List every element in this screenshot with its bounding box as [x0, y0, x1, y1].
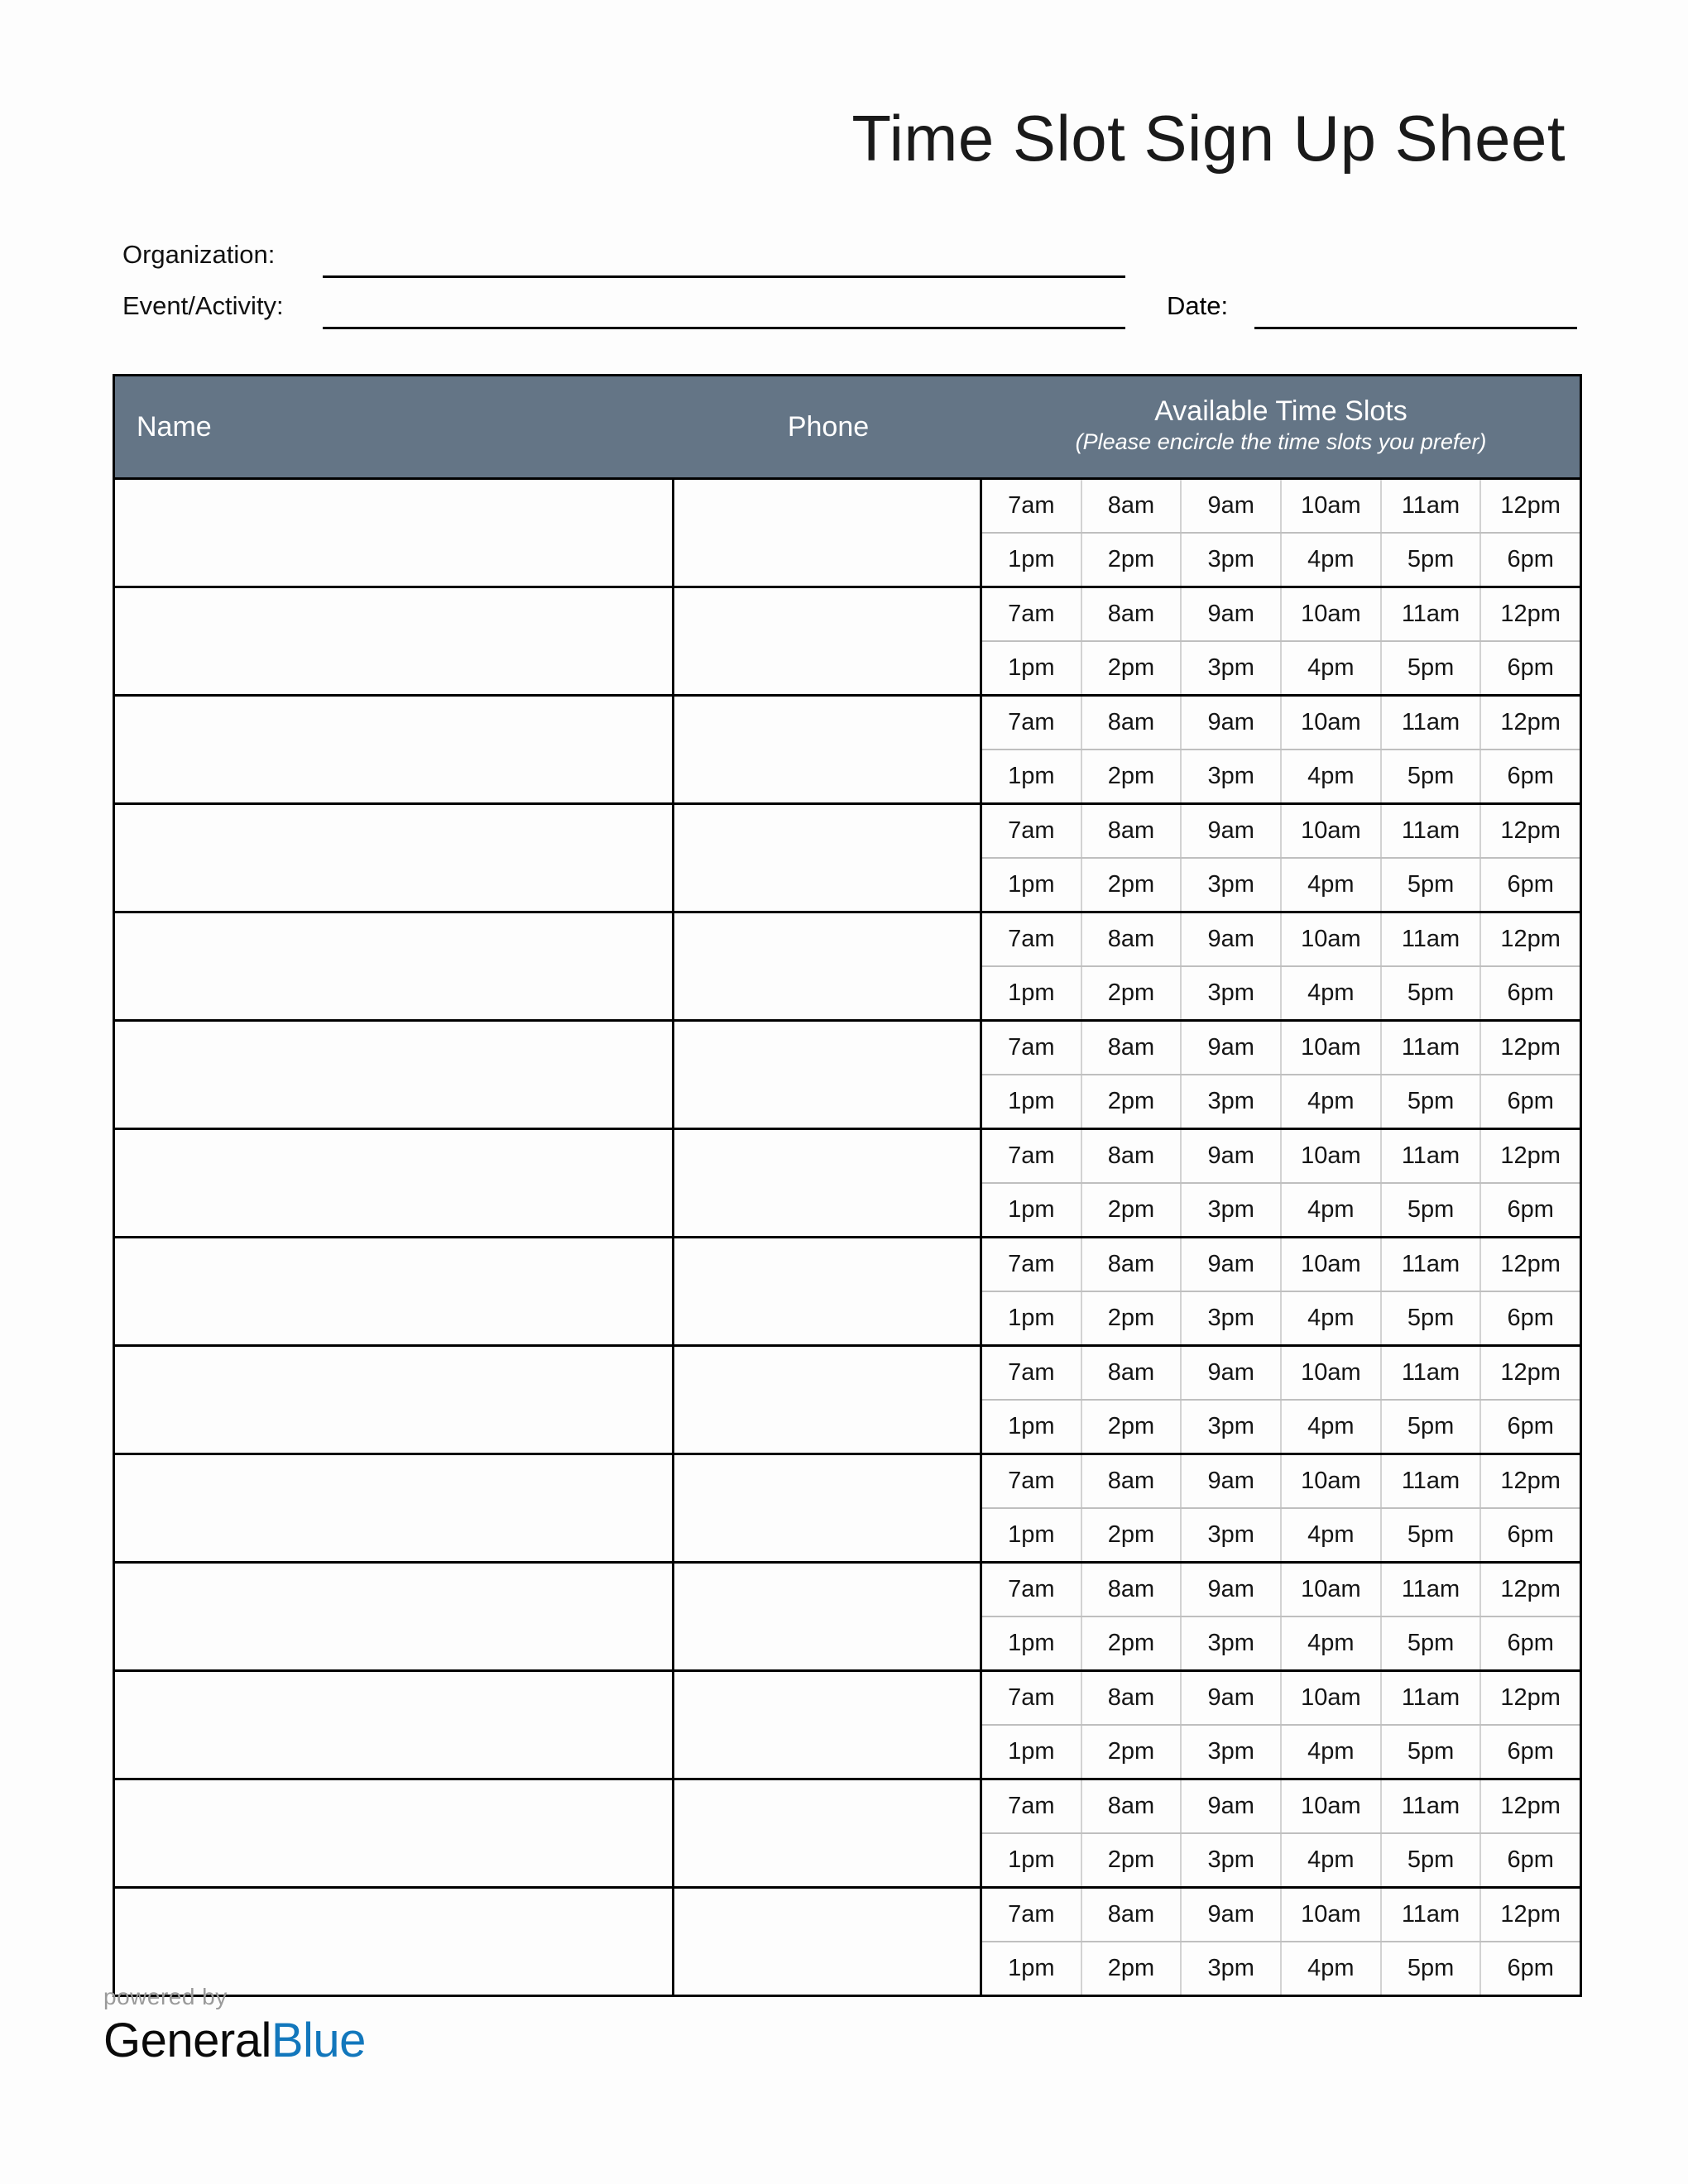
time-slot-option[interactable]: 7am [1008, 1034, 1055, 1061]
time-slot-line-afternoon [982, 1724, 1580, 1778]
time-slot-option[interactable]: 2pm [1081, 1075, 1181, 1128]
header-time-slots [982, 376, 1580, 477]
time-slot-option[interactable]: 10am [1280, 1130, 1380, 1182]
time-slots-cell [982, 1780, 1580, 1886]
time-slot-option[interactable]: 5pm [1380, 859, 1480, 911]
time-slot-option[interactable]: 11am [1380, 1022, 1480, 1074]
time-slot-option[interactable]: 12pm [1479, 913, 1580, 965]
phone-cell[interactable] [674, 1455, 982, 1561]
header-phone: Phone [787, 410, 870, 443]
time-slot-option[interactable]: 10am [1280, 1672, 1380, 1724]
brand-name [103, 2014, 366, 2067]
time-slot-option[interactable]: 6pm [1479, 642, 1580, 694]
name-cell[interactable] [115, 1130, 674, 1236]
time-slot-option[interactable]: 8am [1081, 1238, 1181, 1291]
name-cell[interactable] [115, 588, 674, 694]
time-slot-option[interactable]: 9am [1180, 805, 1280, 857]
time-slot-option[interactable]: 1pm [1008, 763, 1055, 789]
time-slots-cell [982, 1564, 1580, 1669]
time-slot-option[interactable]: 8am [1081, 1564, 1181, 1616]
time-slot-option[interactable]: 10am [1280, 913, 1380, 965]
phone-cell[interactable] [674, 588, 982, 694]
time-slot-option[interactable]: 12pm [1479, 1564, 1580, 1616]
time-slot-line-morning [982, 1889, 1580, 1941]
time-slot-option[interactable]: 9am [1180, 480, 1280, 532]
time-slot-line-morning [982, 480, 1580, 532]
time-slot-option[interactable]: 2pm [1081, 1617, 1181, 1669]
time-slot-option[interactable]: 5pm [1380, 1942, 1480, 1995]
time-slots-cell [982, 1672, 1580, 1778]
time-slot-option[interactable]: 9am [1180, 1130, 1280, 1182]
time-slot-option[interactable]: 6pm [1479, 1292, 1580, 1344]
table-row [115, 1778, 1580, 1886]
time-slot-option[interactable]: 8am [1081, 805, 1181, 857]
name-cell[interactable] [115, 480, 674, 586]
time-slot-option[interactable]: 1pm [1008, 1413, 1055, 1439]
time-slot-line-morning [982, 1238, 1580, 1291]
time-slot-option[interactable]: 3pm [1180, 534, 1280, 586]
time-slots-cell [982, 1022, 1580, 1128]
time-slot-option[interactable]: 4pm [1280, 1726, 1380, 1778]
time-slot-option[interactable]: 8am [1081, 1672, 1181, 1724]
time-slot-option[interactable]: 9am [1180, 1455, 1280, 1507]
name-cell[interactable] [115, 913, 674, 1019]
time-slot-line-morning [982, 588, 1580, 640]
name-cell[interactable] [115, 1455, 674, 1561]
time-slot-line-morning [982, 1130, 1580, 1182]
time-slot-option[interactable]: 11am [1380, 1238, 1480, 1291]
time-slot-line-afternoon [982, 1399, 1580, 1453]
time-slot-option[interactable]: 2pm [1081, 1942, 1181, 1995]
name-cell[interactable] [115, 805, 674, 911]
time-slot-option[interactable]: 9am [1180, 913, 1280, 965]
time-slot-option[interactable]: 9am [1180, 1672, 1280, 1724]
time-slot-option[interactable]: 4pm [1280, 1075, 1380, 1128]
time-slot-option[interactable]: 7am [1008, 1793, 1055, 1819]
time-slot-option[interactable]: 4pm [1280, 1509, 1380, 1561]
time-slot-line-afternoon [982, 532, 1580, 586]
table-row [115, 911, 1580, 1019]
time-slot-option[interactable]: 6pm [1479, 1075, 1580, 1128]
time-slot-option[interactable]: 1pm [1008, 1630, 1055, 1656]
time-slot-option[interactable]: 9am [1180, 1238, 1280, 1291]
time-slot-option[interactable]: 8am [1081, 1455, 1181, 1507]
time-slot-option[interactable]: 10am [1280, 1238, 1380, 1291]
time-slot-option[interactable]: 12pm [1479, 1130, 1580, 1182]
name-cell[interactable] [115, 1238, 674, 1344]
time-slot-line-morning [982, 1022, 1580, 1074]
time-slot-option[interactable]: 1pm [1008, 1955, 1055, 1981]
time-slot-line-morning [982, 1347, 1580, 1399]
form-fields [122, 233, 1579, 336]
time-slot-option[interactable]: 2pm [1081, 1184, 1181, 1236]
time-slot-option[interactable]: 8am [1081, 480, 1181, 532]
time-slot-option[interactable]: 3pm [1180, 1292, 1280, 1344]
time-slot-option[interactable]: 6pm [1479, 859, 1580, 911]
time-slot-option[interactable]: 2pm [1081, 1292, 1181, 1344]
phone-cell[interactable] [674, 1672, 982, 1778]
time-slot-option[interactable]: 2pm [1081, 967, 1181, 1019]
time-slot-option[interactable]: 10am [1280, 480, 1380, 532]
time-slot-option[interactable]: 7am [1008, 601, 1055, 627]
time-slot-option[interactable]: 1pm [1008, 1521, 1055, 1548]
time-slot-option[interactable]: 1pm [1008, 1738, 1055, 1765]
header-name: Name [137, 410, 212, 443]
time-slot-option[interactable]: 8am [1081, 1022, 1181, 1074]
time-slot-option[interactable]: 5pm [1380, 642, 1480, 694]
date-input-line[interactable] [1254, 327, 1577, 329]
time-slot-line-afternoon [982, 1507, 1580, 1561]
time-slot-option[interactable]: 3pm [1180, 1509, 1280, 1561]
brand-general-text: General [103, 2014, 271, 2067]
time-slot-line-afternoon [982, 1074, 1580, 1128]
time-slot-option[interactable]: 11am [1380, 588, 1480, 640]
time-slot-option[interactable]: 6pm [1479, 1834, 1580, 1886]
time-slot-option[interactable]: 7am [1008, 1901, 1055, 1928]
time-slot-option[interactable]: 3pm [1180, 642, 1280, 694]
brand-blue-text: Blue [271, 2014, 366, 2067]
time-slot-line-morning [982, 913, 1580, 965]
time-slot-option[interactable]: 11am [1380, 1455, 1480, 1507]
time-slot-option[interactable]: 7am [1008, 709, 1055, 735]
time-slot-option[interactable]: 7am [1008, 1142, 1055, 1169]
time-slot-option[interactable]: 5pm [1380, 1617, 1480, 1669]
time-slot-option[interactable]: 11am [1380, 1672, 1480, 1724]
event-label: Event/Activity: [122, 291, 284, 320]
time-slot-option[interactable]: 7am [1008, 1251, 1055, 1277]
time-slot-option[interactable]: 11am [1380, 1889, 1480, 1941]
time-slots-cell [982, 805, 1580, 911]
time-slot-option[interactable]: 12pm [1479, 1455, 1580, 1507]
time-slot-line-afternoon [982, 1616, 1580, 1669]
organization-input-line[interactable] [323, 275, 1125, 278]
time-slot-line-morning [982, 697, 1580, 749]
time-slot-option[interactable]: 7am [1008, 926, 1055, 952]
time-slot-option[interactable]: 5pm [1380, 1834, 1480, 1886]
time-slot-line-afternoon [982, 1291, 1580, 1344]
time-slot-option[interactable]: 10am [1280, 805, 1380, 857]
time-slot-option[interactable]: 9am [1180, 1780, 1280, 1832]
time-slot-option[interactable]: 8am [1081, 1780, 1181, 1832]
time-slot-option[interactable]: 5pm [1380, 1726, 1480, 1778]
time-slot-option[interactable]: 12pm [1479, 1022, 1580, 1074]
phone-cell[interactable] [674, 1889, 982, 1995]
time-slot-option[interactable]: 12pm [1479, 805, 1580, 857]
time-slot-option[interactable]: 6pm [1479, 1942, 1580, 1995]
time-slot-option[interactable]: 10am [1280, 588, 1380, 640]
time-slot-option[interactable]: 6pm [1479, 750, 1580, 802]
time-slot-option[interactable]: 1pm [1008, 1305, 1055, 1331]
time-slot-option[interactable]: 12pm [1479, 480, 1580, 532]
time-slot-option[interactable]: 6pm [1479, 967, 1580, 1019]
time-slot-option[interactable]: 4pm [1280, 1292, 1380, 1344]
time-slot-line-morning [982, 1672, 1580, 1724]
time-slot-option[interactable]: 12pm [1479, 1672, 1580, 1724]
time-slot-option[interactable]: 6pm [1479, 1184, 1580, 1236]
header-time-slots-title: Available Time Slots [1154, 395, 1407, 427]
time-slot-line-morning [982, 1780, 1580, 1832]
time-slot-option[interactable]: 5pm [1380, 1184, 1480, 1236]
time-slot-option[interactable]: 8am [1081, 697, 1181, 749]
time-slot-option[interactable]: 7am [1008, 1576, 1055, 1602]
time-slot-line-afternoon [982, 1832, 1580, 1886]
time-slot-option[interactable]: 7am [1008, 1359, 1055, 1386]
time-slot-option[interactable]: 9am [1180, 1347, 1280, 1399]
time-slots-cell [982, 913, 1580, 1019]
table-row [115, 802, 1580, 911]
event-row [122, 285, 1579, 336]
time-slots-cell [982, 588, 1580, 694]
time-slot-option[interactable]: 1pm [1008, 654, 1055, 681]
time-slot-option[interactable]: 2pm [1081, 1401, 1181, 1453]
time-slot-option[interactable]: 3pm [1180, 967, 1280, 1019]
phone-cell[interactable] [674, 697, 982, 802]
time-slot-option[interactable]: 9am [1180, 1022, 1280, 1074]
time-slot-option[interactable]: 2pm [1081, 859, 1181, 911]
time-slot-option[interactable]: 11am [1380, 1780, 1480, 1832]
time-slot-option[interactable]: 10am [1280, 1455, 1380, 1507]
time-slot-line-afternoon [982, 1941, 1580, 1995]
time-slot-option[interactable]: 12pm [1479, 588, 1580, 640]
time-slot-option[interactable]: 5pm [1380, 967, 1480, 1019]
time-slot-option[interactable]: 4pm [1280, 1834, 1380, 1886]
time-slot-option[interactable]: 2pm [1081, 642, 1181, 694]
time-slot-option[interactable]: 8am [1081, 913, 1181, 965]
name-cell[interactable] [115, 1672, 674, 1778]
time-slot-option[interactable]: 2pm [1081, 1726, 1181, 1778]
time-slot-option[interactable]: 10am [1280, 1889, 1380, 1941]
time-slot-option[interactable]: 6pm [1479, 534, 1580, 586]
organization-label: Organization: [122, 240, 276, 269]
time-slot-option[interactable]: 7am [1008, 817, 1055, 844]
table-row [115, 1128, 1580, 1236]
time-slot-option[interactable]: 12pm [1479, 1780, 1580, 1832]
time-slot-line-afternoon [982, 749, 1580, 802]
time-slot-option[interactable]: 10am [1280, 697, 1380, 749]
time-slot-option[interactable]: 1pm [1008, 546, 1055, 572]
page-title: Time Slot Sign Up Sheet [851, 102, 1566, 175]
sign-up-table [113, 374, 1582, 1997]
time-slot-option[interactable]: 5pm [1380, 1075, 1480, 1128]
time-slot-line-morning [982, 1564, 1580, 1616]
time-slot-option[interactable]: 11am [1380, 697, 1480, 749]
time-slots-cell [982, 1347, 1580, 1453]
phone-cell[interactable] [674, 1780, 982, 1886]
time-slot-option[interactable]: 5pm [1380, 534, 1480, 586]
time-slot-option[interactable]: 9am [1180, 1564, 1280, 1616]
time-slot-option[interactable]: 5pm [1380, 1292, 1480, 1344]
time-slot-option[interactable]: 8am [1081, 1889, 1181, 1941]
time-slot-option[interactable]: 1pm [1008, 871, 1055, 898]
time-slot-line-afternoon [982, 965, 1580, 1019]
time-slot-option[interactable]: 3pm [1180, 750, 1280, 802]
table-row [115, 1344, 1580, 1453]
table-header-row [115, 376, 1580, 477]
time-slot-option[interactable]: 6pm [1479, 1617, 1580, 1669]
time-slot-option[interactable]: 5pm [1380, 1401, 1480, 1453]
name-cell[interactable] [115, 1564, 674, 1669]
phone-cell[interactable] [674, 1347, 982, 1453]
time-slot-option[interactable]: 12pm [1479, 1889, 1580, 1941]
phone-cell[interactable] [674, 1130, 982, 1236]
time-slot-option[interactable]: 4pm [1280, 750, 1380, 802]
time-slot-line-afternoon [982, 857, 1580, 911]
event-input-line[interactable] [323, 327, 1125, 329]
time-slot-option[interactable]: 10am [1280, 1780, 1380, 1832]
time-slot-option[interactable]: 12pm [1479, 1238, 1580, 1291]
footer-logo [103, 1985, 366, 2065]
table-row [115, 586, 1580, 694]
time-slot-option[interactable]: 11am [1380, 480, 1480, 532]
time-slot-option[interactable]: 1pm [1008, 1846, 1055, 1873]
time-slot-option[interactable]: 8am [1081, 1130, 1181, 1182]
time-slot-option[interactable]: 4pm [1280, 642, 1380, 694]
table-row [115, 694, 1580, 802]
time-slot-option[interactable]: 1pm [1008, 979, 1055, 1006]
header-time-slots-subtitle: (Please encircle the time slots you prefer) [1075, 429, 1487, 455]
name-cell[interactable] [115, 1889, 674, 1995]
table-row [115, 1236, 1580, 1344]
time-slot-option[interactable]: 8am [1081, 588, 1181, 640]
phone-cell[interactable] [674, 1238, 982, 1344]
name-cell[interactable] [115, 697, 674, 802]
date-label: Date: [1167, 291, 1229, 320]
table-row [115, 1453, 1580, 1561]
time-slot-line-morning [982, 805, 1580, 857]
name-cell[interactable] [115, 1780, 674, 1886]
phone-cell[interactable] [674, 1564, 982, 1669]
time-slot-option[interactable]: 1pm [1008, 1196, 1055, 1223]
time-slot-option[interactable]: 4pm [1280, 1942, 1380, 1995]
time-slots-cell [982, 1889, 1580, 1995]
time-slot-option[interactable]: 5pm [1380, 750, 1480, 802]
time-slot-option[interactable]: 2pm [1081, 534, 1181, 586]
time-slots-cell [982, 480, 1580, 586]
name-cell[interactable] [115, 1022, 674, 1128]
time-slot-option[interactable]: 3pm [1180, 859, 1280, 911]
table-row [115, 1886, 1580, 1995]
time-slot-option[interactable]: 2pm [1081, 1509, 1181, 1561]
time-slot-option[interactable]: 10am [1280, 1347, 1380, 1399]
time-slot-option[interactable]: 11am [1380, 805, 1480, 857]
table-row [115, 1019, 1580, 1128]
time-slot-option[interactable]: 3pm [1180, 1075, 1280, 1128]
time-slot-option[interactable]: 4pm [1280, 534, 1380, 586]
time-slot-option[interactable]: 7am [1008, 1468, 1055, 1494]
time-slots-cell [982, 1238, 1580, 1344]
time-slots-cell [982, 1455, 1580, 1561]
table-row [115, 477, 1580, 586]
time-slot-line-morning [982, 1455, 1580, 1507]
time-slot-option[interactable]: 10am [1280, 1564, 1380, 1616]
time-slots-cell [982, 697, 1580, 802]
time-slot-option[interactable]: 9am [1180, 697, 1280, 749]
time-slot-option[interactable]: 11am [1380, 1564, 1480, 1616]
phone-cell[interactable] [674, 913, 982, 1019]
organization-row [122, 233, 1579, 285]
time-slot-option[interactable]: 12pm [1479, 697, 1580, 749]
time-slot-option[interactable]: 1pm [1008, 1088, 1055, 1114]
phone-cell[interactable] [674, 1022, 982, 1128]
time-slot-option[interactable]: 10am [1280, 1022, 1380, 1074]
powered-by-label: powered by [103, 1984, 228, 2009]
table-body [115, 477, 1580, 1995]
time-slot-option[interactable]: 3pm [1180, 1184, 1280, 1236]
time-slot-line-afternoon [982, 640, 1580, 694]
time-slot-option[interactable]: 6pm [1479, 1726, 1580, 1778]
time-slot-option[interactable]: 5pm [1380, 1509, 1480, 1561]
time-slot-option[interactable]: 9am [1180, 1889, 1280, 1941]
time-slot-option[interactable]: 9am [1180, 588, 1280, 640]
time-slot-option[interactable]: 3pm [1180, 1401, 1280, 1453]
time-slot-option[interactable]: 7am [1008, 1684, 1055, 1711]
time-slot-option[interactable]: 3pm [1180, 1617, 1280, 1669]
time-slot-option[interactable]: 3pm [1180, 1942, 1280, 1995]
table-row [115, 1561, 1580, 1669]
time-slot-option[interactable]: 4pm [1280, 1401, 1380, 1453]
time-slot-option[interactable]: 2pm [1081, 750, 1181, 802]
time-slot-option[interactable]: 4pm [1280, 967, 1380, 1019]
time-slot-option[interactable]: 11am [1380, 1347, 1480, 1399]
time-slot-option[interactable]: 6pm [1479, 1509, 1580, 1561]
time-slot-option[interactable]: 4pm [1280, 1617, 1380, 1669]
time-slot-option[interactable]: 6pm [1479, 1401, 1580, 1453]
name-cell[interactable] [115, 1347, 674, 1453]
time-slot-option[interactable]: 7am [1008, 492, 1055, 519]
time-slot-option[interactable]: 11am [1380, 913, 1480, 965]
time-slot-option[interactable]: 3pm [1180, 1726, 1280, 1778]
time-slots-cell [982, 1130, 1580, 1236]
time-slot-option[interactable]: 12pm [1479, 1347, 1580, 1399]
time-slot-line-afternoon [982, 1182, 1580, 1236]
time-slot-option[interactable]: 8am [1081, 1347, 1181, 1399]
phone-cell[interactable] [674, 480, 982, 586]
time-slot-option[interactable]: 2pm [1081, 1834, 1181, 1886]
time-slot-option[interactable]: 11am [1380, 1130, 1480, 1182]
time-slot-option[interactable]: 4pm [1280, 1184, 1380, 1236]
table-row [115, 1669, 1580, 1778]
phone-cell[interactable] [674, 805, 982, 911]
time-slot-option[interactable]: 3pm [1180, 1834, 1280, 1886]
time-slot-option[interactable]: 4pm [1280, 859, 1380, 911]
